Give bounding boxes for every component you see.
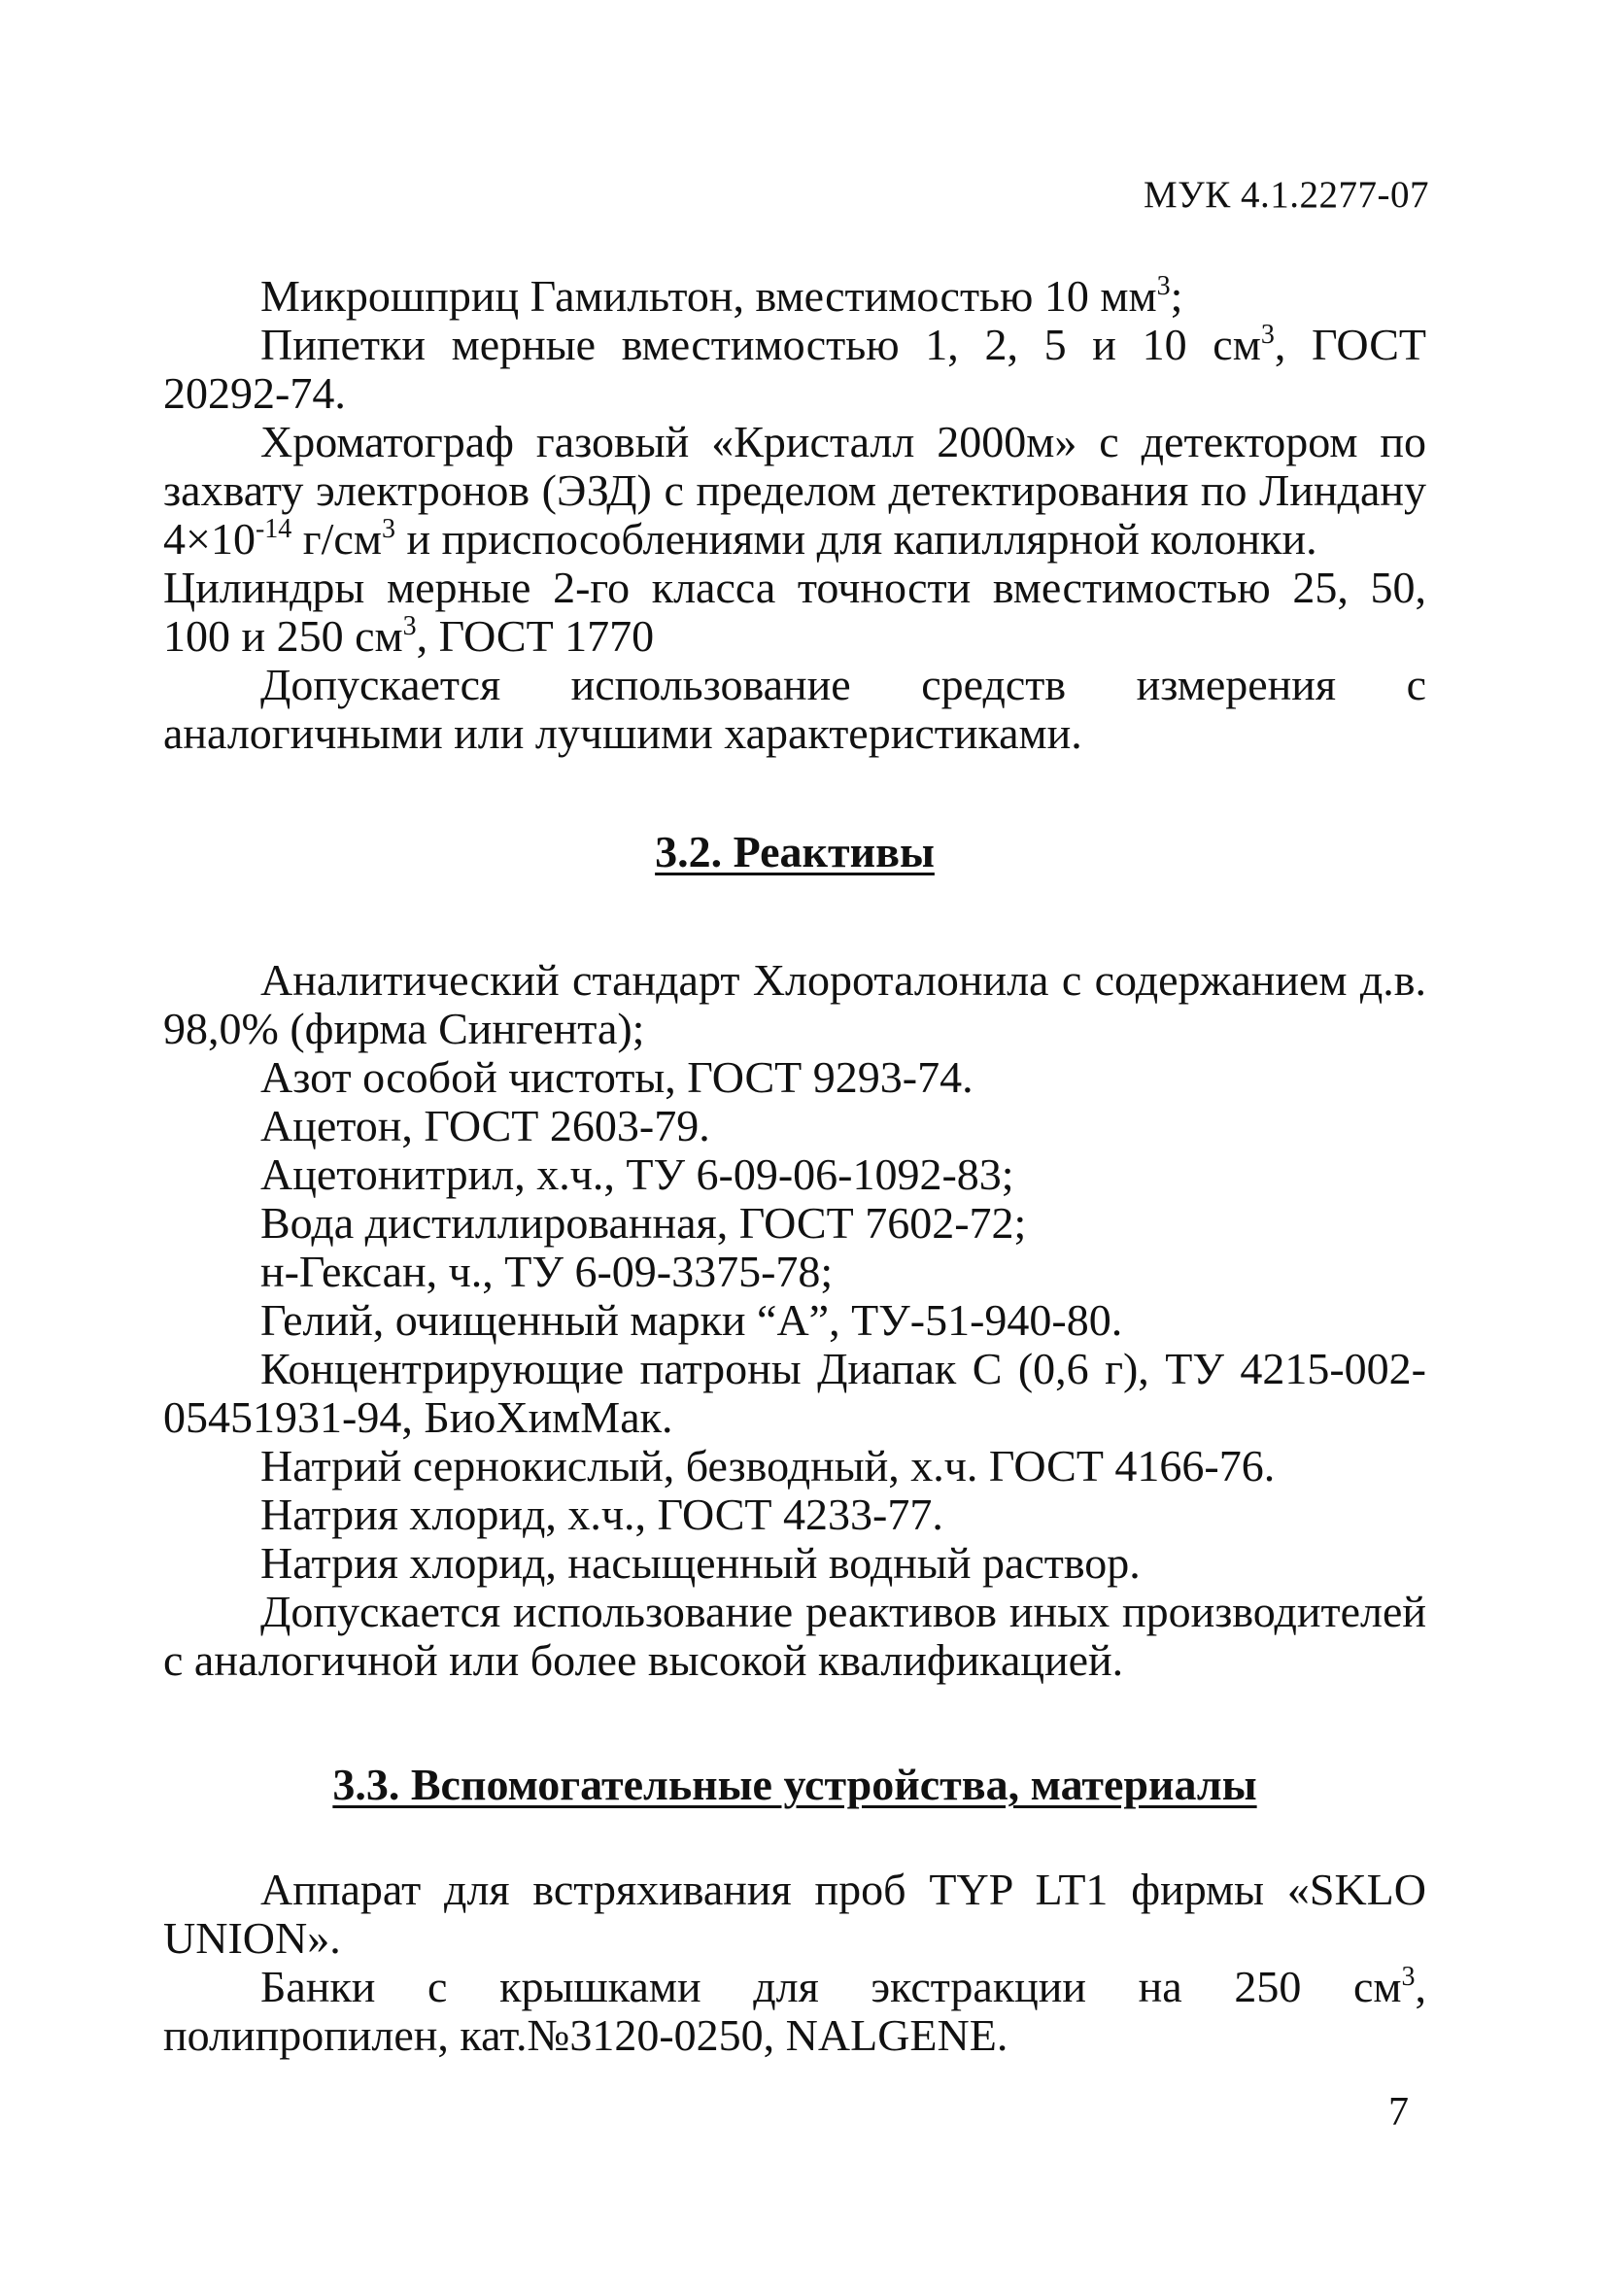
- reagent-item: Натрия хлорид, насыщенный водный раствор.: [260, 1538, 1141, 1588]
- text-run: Хроматограф газовый «Кристалл 2000м» с детектором по захвату электронов (ЭЗД) с пределом детектирования по Линдану 4×10: [163, 417, 1426, 564]
- reagent-item: н-Гексан, ч., ТУ 6-09-3375-78;: [260, 1247, 834, 1296]
- text-run: Пипетки мерные вместимостью 1, 2, 5 и 10 см: [260, 320, 1261, 369]
- text-run: , ГОСТ 20292-74.: [163, 320, 1426, 418]
- page-number: 7: [1388, 2090, 1409, 2135]
- reagent-item: Азот особой чистоты, ГОСТ 9293-74.: [260, 1052, 974, 1102]
- text-run: г/см: [291, 514, 382, 564]
- text-run: ;: [1170, 271, 1183, 321]
- auxiliary-item: [163, 1963, 1426, 2060]
- reagent-item: Ацетонитрил, х.ч., ТУ 6-09-06-1092-83;: [260, 1149, 1014, 1199]
- reagent-item: Натрий сернокислый, безводный, х.ч. ГОСТ 4166-76.: [260, 1441, 1276, 1491]
- paragraph-microsyringe: [163, 272, 1426, 321]
- superscript: 3: [1156, 271, 1171, 301]
- text-run: Цилиндры мерные 2-го класса точности вместимостью 25, 50, 100 и 250 см: [163, 563, 1426, 661]
- text-run: , ГОСТ 1770: [416, 611, 655, 661]
- reagent-item: Концентрирующие патроны Диапак С (0,6 г), ТУ 4215-002-05451931-94, БиоХимМак.: [163, 1344, 1426, 1442]
- paragraph-pipettes: [163, 321, 1426, 418]
- reagent-item: Аналитический стандарт Хлороталонила с содержанием д.в. 98,0% (фирма Сингента);: [163, 955, 1426, 1053]
- paragraph-chromatograph: [163, 418, 1426, 564]
- section-title-auxiliary: 3.3. Вспомогательные устройства, материалы: [332, 1760, 1257, 1809]
- text-run: и приспособлениями для капиллярной колонки.: [394, 514, 1317, 564]
- section-title-reagents: 3.2. Реактивы: [655, 827, 935, 876]
- paragraph-allowance-reagents: Допускается использование реактивов иных производителей с аналогичной или более высокой квалификацией.: [163, 1587, 1426, 1685]
- paragraph-cylinders: [163, 564, 1426, 661]
- superscript: -14: [255, 514, 292, 544]
- superscript: 3: [1401, 1962, 1416, 1992]
- page-content: [163, 272, 1426, 2060]
- superscript: 3: [402, 611, 417, 641]
- reagent-item: Вода дистиллированная, ГОСТ 7602-72;: [260, 1198, 1027, 1248]
- text-run: Банки с крышками для экстракции на 250 см: [260, 1962, 1402, 2011]
- paragraph-allowance-instruments: Допускается использование средств измерения с аналогичными или лучшими характеристиками.: [163, 660, 1426, 758]
- reagent-item: Гелий, очищенный марки “А”, ТУ-51-940-80.: [260, 1295, 1123, 1345]
- text-run: Микрошприц Гамильтон, вместимостью 10 мм: [260, 271, 1157, 321]
- superscript: 3: [1260, 320, 1275, 350]
- document-code: МУК 4.1.2277-07: [1143, 174, 1429, 216]
- auxiliary-item: Аппарат для встряхивания проб TYP LT1 фирмы «SKLO UNION».: [163, 1865, 1426, 1963]
- reagent-item: Ацетон, ГОСТ 2603-79.: [260, 1101, 710, 1150]
- text-run: , полипропилен, кат.№3120-0250, NALGENE.: [163, 1962, 1426, 2060]
- superscript: 3: [381, 514, 395, 544]
- reagent-item: Натрия хлорид, х.ч., ГОСТ 4233-77.: [260, 1490, 943, 1539]
